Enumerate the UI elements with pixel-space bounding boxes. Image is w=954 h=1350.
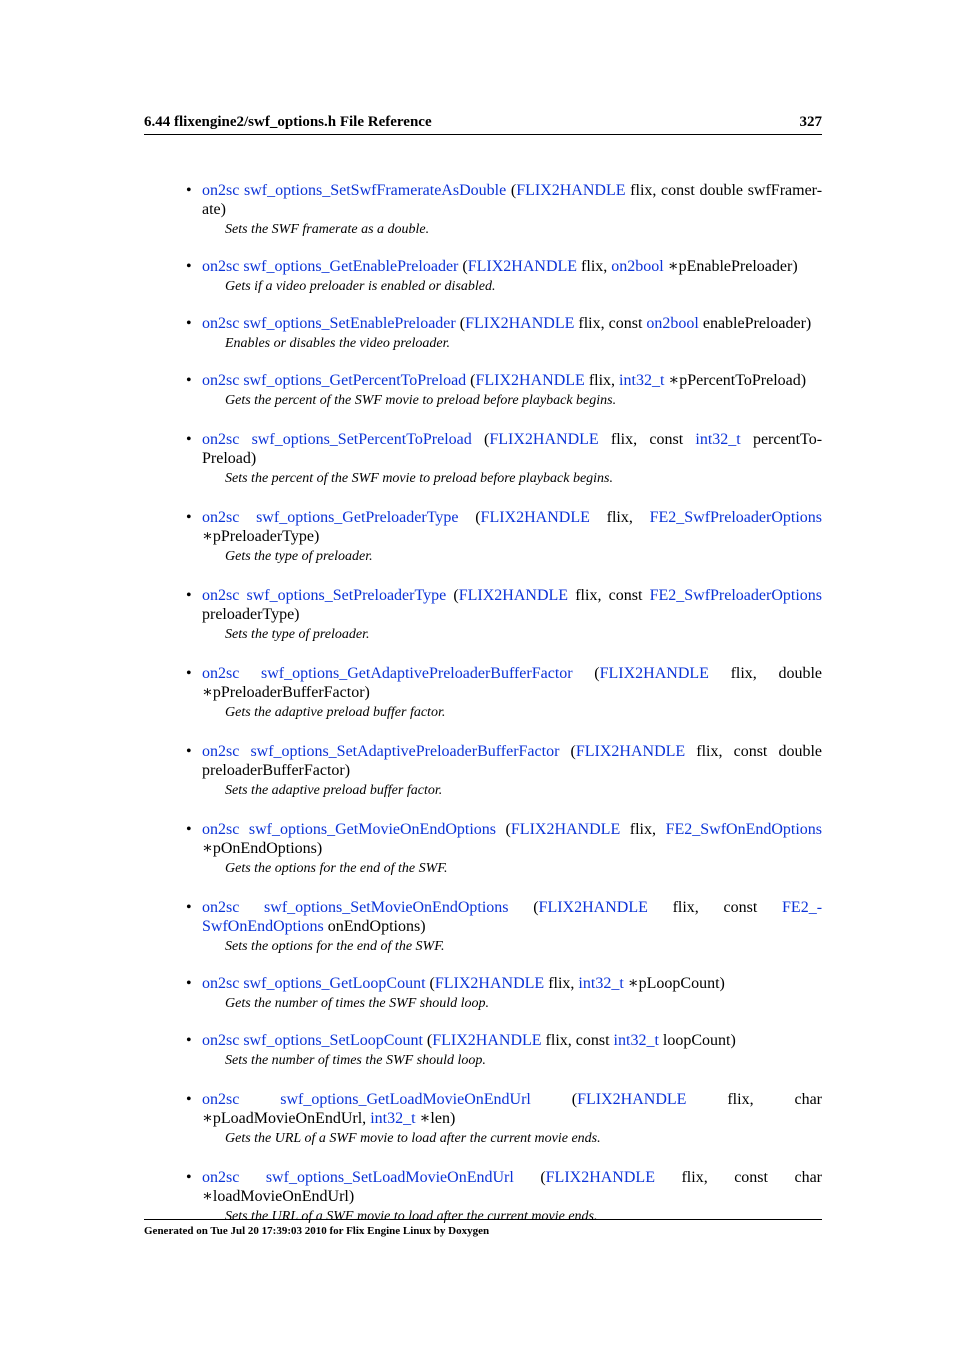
signature-text: (	[513, 1169, 546, 1186]
function-description: Sets the number of times the SWF should loop.	[225, 1053, 486, 1068]
reference-link[interactable]: on2sc	[202, 1169, 240, 1186]
signature-text: flix, const double swfFramer-ate)	[202, 182, 823, 218]
function-signature	[202, 1168, 822, 1206]
signature-text: flix, double ∗pPreloaderBufferFactor)	[202, 665, 822, 701]
signature-text: (	[496, 821, 511, 838]
reference-link[interactable]: swf_options_GetMovieOnEndOptions	[248, 821, 496, 838]
reference-link[interactable]: swf_options_GetLoopCount	[243, 975, 426, 992]
signature-text	[239, 743, 250, 760]
reference-link[interactable]: on2sc	[202, 587, 240, 604]
function-entry	[186, 1090, 822, 1148]
reference-link[interactable]: swf_options_SetPercentToPreload	[251, 431, 472, 448]
function-entry	[186, 371, 822, 410]
signature-text	[239, 821, 249, 838]
reference-link[interactable]: on2sc	[202, 899, 240, 916]
reference-link[interactable]: FLIX2HANDLE	[434, 975, 545, 992]
reference-link[interactable]: FLIX2HANDLE	[480, 509, 590, 526]
bullet-icon: •	[186, 821, 192, 838]
function-signature	[202, 974, 822, 993]
reference-link[interactable]: swf_options_SetMovieOnEndOptions	[264, 899, 509, 916]
reference-link[interactable]: on2sc	[202, 665, 240, 682]
section-title: 6.44 flixengine2/swf_options.h File Reference	[144, 114, 432, 130]
reference-link[interactable]: swf_options_SetLoadMovieOnEndUrl	[265, 1169, 514, 1186]
page-footer: Generated on Tue Jul 20 17:39:03 2010 for Flix Engine Linux by Doxygen	[144, 1219, 822, 1238]
signature-text	[239, 899, 264, 916]
signature-text: (	[506, 182, 517, 199]
function-signature	[202, 181, 822, 219]
function-entry	[186, 898, 822, 956]
bullet-icon: •	[186, 315, 192, 332]
reference-link[interactable]: on2sc	[202, 509, 240, 526]
signature-text: flix, const	[568, 587, 650, 604]
reference-link[interactable]: FLIX2HANDLE	[516, 182, 626, 199]
function-signature	[202, 430, 822, 468]
reference-link[interactable]: FLIX2HANDLE	[489, 431, 599, 448]
function-entry	[186, 257, 822, 296]
function-signature	[202, 664, 822, 702]
signature-text: flix,	[589, 509, 650, 526]
function-description: Gets the adaptive preload buffer factor.	[225, 705, 446, 720]
function-description: Sets the adaptive preload buffer factor.	[225, 783, 443, 798]
signature-text: flix,	[577, 258, 612, 275]
reference-link[interactable]: FE2_SwfOnEndOptions	[665, 821, 823, 838]
signature-text: enablePreloader)	[698, 315, 812, 332]
reference-link[interactable]: FLIX2HANDLE	[538, 899, 648, 916]
signature-text	[239, 587, 246, 604]
function-description: Sets the options for the end of the SWF.	[225, 939, 445, 954]
reference-link[interactable]: swf_options_SetEnablePreloader	[243, 315, 456, 332]
function-description: Gets the type of preloader.	[225, 549, 373, 564]
reference-link[interactable]: int32_t	[613, 1032, 659, 1049]
signature-text: flix, char ∗pLoadMovieOnEndUrl,	[202, 1091, 822, 1127]
function-description: Enables or disables the video preloader.	[225, 336, 451, 351]
reference-link[interactable]: FLIX2HANDLE	[545, 1169, 655, 1186]
function-signature	[202, 257, 822, 276]
signature-text: (	[455, 315, 466, 332]
function-signature	[202, 371, 822, 390]
signature-text: flix, const	[541, 1032, 614, 1049]
function-entry	[186, 1168, 822, 1226]
signature-text: ∗pLoopCount)	[623, 975, 725, 992]
function-signature	[202, 742, 822, 780]
reference-link[interactable]: on2sc	[202, 1091, 240, 1108]
bullet-icon: •	[186, 431, 192, 448]
function-signature	[202, 1031, 822, 1050]
function-entry	[186, 314, 822, 353]
bullet-icon: •	[186, 1091, 192, 1108]
reference-link[interactable]: on2sc	[202, 743, 240, 760]
page-number: 327	[799, 114, 822, 130]
signature-text: (	[425, 975, 435, 992]
signature-text: (	[422, 1032, 433, 1049]
reference-link[interactable]: on2sc	[202, 975, 240, 992]
signature-text: flix,	[544, 975, 579, 992]
reference-link[interactable]: on2sc	[202, 821, 240, 838]
reference-link[interactable]: swf_options_SetPreloaderType	[246, 587, 447, 604]
reference-link[interactable]: swf_options_SetAdaptivePreloaderBufferFactor	[250, 743, 560, 760]
signature-text: (	[458, 258, 468, 275]
signature-text: flix, const char ∗loadMovieOnEndUrl)	[202, 1169, 822, 1205]
bullet-icon: •	[186, 1032, 192, 1049]
reference-link[interactable]: int32_t	[578, 975, 624, 992]
function-entry	[186, 820, 822, 878]
reference-link[interactable]: swf_options_GetEnablePreloader	[243, 258, 459, 275]
bullet-icon: •	[186, 182, 192, 199]
reference-link[interactable]: FLIX2HANDLE	[465, 315, 575, 332]
function-description: Gets the number of times the SWF should loop.	[225, 996, 490, 1011]
signature-text: (	[530, 1091, 578, 1108]
reference-link[interactable]: on2sc	[202, 315, 240, 332]
signature-text	[239, 665, 261, 682]
function-signature	[202, 820, 822, 858]
reference-link[interactable]: on2sc	[202, 182, 240, 199]
reference-link[interactable]: FLIX2HANDLE	[467, 258, 578, 275]
signature-text: (	[559, 743, 576, 760]
reference-link[interactable]: on2sc	[202, 431, 240, 448]
bullet-icon: •	[186, 258, 192, 275]
function-signature	[202, 314, 822, 333]
signature-text: flix,	[584, 372, 620, 389]
signature-text: onEndOptions)	[323, 918, 426, 935]
signature-text	[239, 1169, 266, 1186]
function-description: Sets the URL of a SWF movie to load after the current movie ends.	[225, 1209, 598, 1224]
reference-link[interactable]: on2bool	[611, 258, 664, 275]
function-description: Gets the URL of a SWF movie to load after the current movie ends.	[225, 1131, 601, 1146]
reference-link[interactable]: on2sc	[202, 258, 240, 275]
signature-text: flix,	[620, 821, 666, 838]
signature-text: ∗pPercentToPreload)	[664, 372, 807, 389]
reference-link[interactable]: FLIX2HANDLE	[432, 1032, 542, 1049]
bullet-icon: •	[186, 975, 192, 992]
bullet-icon: •	[186, 587, 192, 604]
signature-text: flix, const	[574, 315, 647, 332]
page-header	[144, 113, 822, 135]
function-entry	[186, 742, 822, 800]
function-description: Gets the options for the end of the SWF.	[225, 861, 448, 876]
bullet-icon: •	[186, 743, 192, 760]
function-signature	[202, 508, 822, 546]
function-description: Sets the SWF framerate as a double.	[225, 222, 430, 237]
function-entry	[186, 430, 822, 488]
reference-link[interactable]: FLIX2HANDLE	[599, 665, 709, 682]
function-description: Sets the percent of the SWF movie to preload before playback begins.	[225, 471, 614, 486]
signature-text: ∗pOnEndOptions)	[202, 840, 323, 857]
function-signature	[202, 1090, 822, 1128]
signature-text: (	[471, 431, 490, 448]
function-entry	[186, 1031, 822, 1070]
reference-link[interactable]: swf_options_GetAdaptivePreloaderBufferFactor	[260, 665, 573, 682]
reference-link[interactable]: int32_t	[695, 431, 741, 448]
signature-text: (	[572, 665, 600, 682]
signature-text: (	[508, 899, 539, 916]
signature-text: percentTo-Preload)	[202, 431, 823, 467]
function-entry	[186, 181, 822, 239]
function-signature	[202, 898, 822, 936]
reference-link[interactable]: int32_t	[370, 1110, 416, 1127]
signature-text	[239, 509, 256, 526]
function-entry	[186, 586, 822, 644]
function-signature	[202, 586, 822, 624]
reference-link[interactable]: on2sc	[202, 372, 240, 389]
reference-link[interactable]: on2sc	[202, 1032, 240, 1049]
signature-text	[239, 1091, 280, 1108]
reference-link[interactable]: on2bool	[646, 315, 699, 332]
bullet-icon: •	[186, 372, 192, 389]
signature-text	[239, 431, 251, 448]
bullet-icon: •	[186, 509, 192, 526]
bullet-icon: •	[186, 899, 192, 916]
signature-text: flix, const	[598, 431, 696, 448]
signature-text: (	[466, 372, 476, 389]
reference-link[interactable]: FE2_SwfPreloaderOptions	[649, 587, 822, 604]
reference-link[interactable]: FLIX2HANDLE	[510, 821, 621, 838]
bullet-icon: •	[186, 1169, 192, 1186]
function-description: Gets the percent of the SWF movie to preload before playback begins.	[225, 393, 617, 408]
reference-link[interactable]: swf_options_SetSwfFramerateAsDouble	[244, 182, 507, 199]
signature-text: flix, const double preloaderBufferFactor)	[202, 743, 823, 779]
function-description: Sets the type of preloader.	[225, 627, 370, 642]
reference-link[interactable]: int32_t	[619, 372, 665, 389]
reference-link[interactable]: swf_options_GetPreloaderType	[256, 509, 459, 526]
reference-link[interactable]: FE2_SwfPreloaderOptions	[649, 509, 823, 526]
signature-text: ∗pEnablePreloader)	[663, 258, 798, 275]
signature-text: ∗len)	[415, 1110, 456, 1127]
reference-link[interactable]: swf_options_SetLoopCount	[243, 1032, 423, 1049]
reference-link[interactable]: FLIX2HANDLE	[458, 587, 569, 604]
signature-text: (	[458, 509, 481, 526]
reference-link[interactable]: FLIX2HANDLE	[475, 372, 585, 389]
reference-link[interactable]: swf_options_GetPercentToPreload	[243, 372, 467, 389]
signature-text: ∗pPreloaderType)	[202, 528, 320, 545]
function-entry	[186, 508, 822, 566]
reference-link[interactable]: FLIX2HANDLE	[575, 743, 686, 760]
reference-link[interactable]: swf_options_GetLoadMovieOnEndUrl	[280, 1091, 531, 1108]
function-description: Gets if a video preloader is enabled or disabled.	[225, 279, 496, 294]
signature-text: flix, const	[647, 899, 783, 916]
function-entry	[186, 664, 822, 722]
function-entry	[186, 974, 822, 1013]
signature-text: loopCount)	[658, 1032, 736, 1049]
bullet-icon: •	[186, 665, 192, 682]
reference-link[interactable]: FE2_-SwfOnEndOptions	[202, 899, 823, 935]
signature-text: preloaderType)	[202, 606, 300, 623]
function-list	[186, 181, 822, 1226]
signature-text: (	[446, 587, 459, 604]
reference-link[interactable]: FLIX2HANDLE	[577, 1091, 687, 1108]
